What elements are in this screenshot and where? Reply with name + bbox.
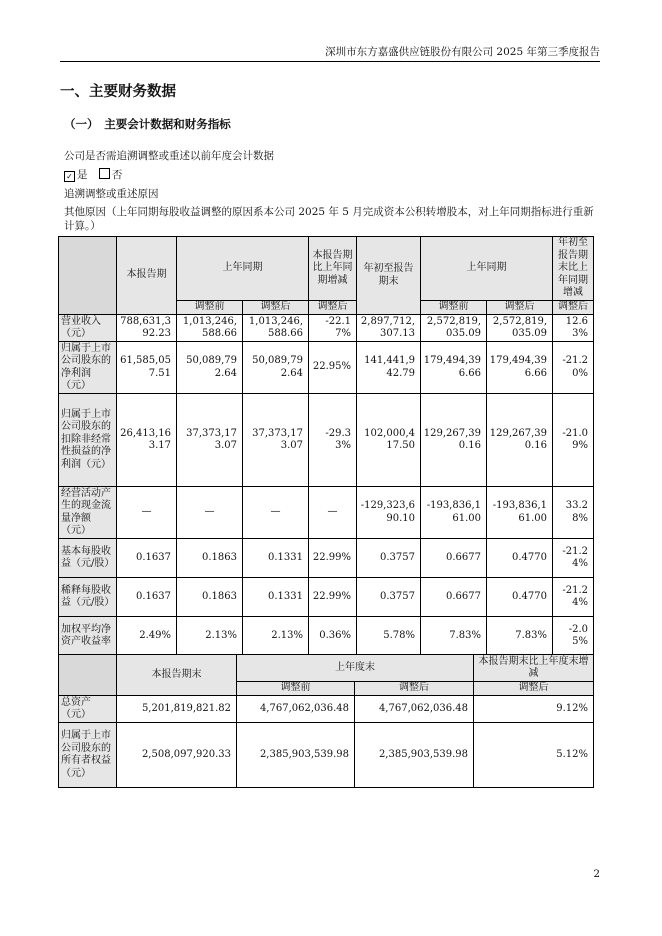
- cell-prior-after: 37,373,173.07: [243, 394, 309, 487]
- col-ytd: 年初至报告期末: [357, 237, 421, 315]
- table-row: [59, 617, 594, 656]
- cell-before: 2,385,903,539.98: [237, 723, 355, 788]
- cell-change: 22.99%: [309, 578, 357, 617]
- cell-prior-before: 37,373,173.07: [177, 394, 243, 487]
- col-prior-same-period-ytd: 上年同期: [421, 237, 553, 301]
- cell-current: —: [117, 487, 177, 539]
- cell-ytd-change: -21.24%: [553, 578, 594, 617]
- corner-cell: [59, 237, 117, 315]
- cell-ytd-change: 12.63%: [553, 315, 594, 342]
- cell-current: 0.1637: [117, 578, 177, 617]
- table-row: [59, 487, 594, 539]
- col-ytd-change: 年初至报告期末比上年同期增减: [553, 237, 594, 301]
- cell-prior-after: —: [243, 487, 309, 539]
- cell-ytd-before: 179,494,396.66: [421, 342, 487, 394]
- row-label: 归属于上市公司股东的所有者权益（元）: [59, 723, 117, 788]
- cell-ytd-before: 129,267,390.16: [421, 394, 487, 487]
- restatement-question: 公司是否需追溯调整或重述以前年度会计数据: [64, 150, 274, 162]
- cell-ytd-change: -21.24%: [553, 539, 594, 578]
- cell-change: -22.17%: [309, 315, 357, 342]
- cell-ytd-before: 0.6677: [421, 578, 487, 617]
- cell-current: 26,413,163.17: [117, 394, 177, 487]
- col-before-adj: 调整前: [177, 301, 243, 315]
- row-label: 归属于上市公司股东的净利润（元）: [59, 342, 117, 394]
- row-label: 营业收入（元）: [59, 315, 117, 342]
- col-yoy-change: 本报告期比上年同期增减: [309, 237, 357, 301]
- table-row: [59, 539, 594, 578]
- table-row: [59, 394, 594, 487]
- cell-change: —: [309, 487, 357, 539]
- cell-ytd-after: 129,267,390.16: [487, 394, 553, 487]
- cell-prior-after: 50,089,792.64: [243, 342, 309, 394]
- subsection-title: （一） 主要会计数据和财务指标: [64, 117, 231, 131]
- cell-current: 61,585,057.51: [117, 342, 177, 394]
- corner-cell: [59, 655, 117, 696]
- table-row: [59, 578, 594, 617]
- cell-ytd: 141,441,942.79: [357, 342, 421, 394]
- cell-ytd-after: -193,836,161.00: [487, 487, 553, 539]
- cell-ytd-before: 0.6677: [421, 539, 487, 578]
- cell-ytd: 0.3757: [357, 578, 421, 617]
- col-before-adj: 调整前: [237, 682, 355, 696]
- other-reason: 其他原因（上年同期每股收益调整的原因系本公司 2025 年 5 月完成资本公积转增股本，对上年同期指标进行重新计算。）: [64, 206, 594, 232]
- cell-ytd-before: -193,836,161.00: [421, 487, 487, 539]
- page-number: 2: [593, 868, 600, 880]
- cell-ytd-change: -21.09%: [553, 394, 594, 487]
- cell-period-end: 2,508,097,920.33: [117, 723, 237, 788]
- col-after-adj-ytd-change: 调整后: [553, 301, 594, 315]
- cell-period-end: 5,201,819,821.82: [117, 696, 237, 723]
- col-period-end: 本报告期末: [117, 655, 237, 696]
- cell-ytd-after: 7.83%: [487, 617, 553, 656]
- cell-prior-after: 0.1331: [243, 539, 309, 578]
- table-row: [59, 696, 594, 723]
- yes-label: 是: [77, 169, 88, 181]
- row-label: 稀释每股收益（元/股）: [59, 578, 117, 617]
- cell-change: 5.12%: [474, 723, 594, 788]
- cell-prior-before: 2.13%: [177, 617, 243, 656]
- cell-current: 0.1637: [117, 539, 177, 578]
- cell-current: 788,631,392.23: [117, 315, 177, 342]
- col-after-adj-change: 调整后: [474, 682, 594, 696]
- header-rule: [60, 61, 600, 62]
- cell-ytd-change: -2.05%: [553, 617, 594, 656]
- cell-prior-before: —: [177, 487, 243, 539]
- cell-ytd-after: 2,572,819,035.09: [487, 315, 553, 342]
- col-before-adj-ytd: 调整前: [421, 301, 487, 315]
- cell-current: 2.49%: [117, 617, 177, 656]
- cell-prior-before: 0.1863: [177, 578, 243, 617]
- cell-prior-after: 2.13%: [243, 617, 309, 656]
- col-prior-year-end: 上年度末: [237, 655, 474, 682]
- cell-ytd-after: 179,494,396.66: [487, 342, 553, 394]
- cell-prior-after: 1,013,246,588.66: [243, 315, 309, 342]
- table-row: [59, 723, 594, 788]
- cell-ytd-after: 0.4770: [487, 539, 553, 578]
- table-row: [59, 315, 594, 342]
- col-change: 本报告期末比上年度末增减: [474, 655, 594, 682]
- cell-prior-after: 0.1331: [243, 578, 309, 617]
- cell-before: 4,767,062,036.48: [237, 696, 355, 723]
- row-label: 加权平均净资产收益率: [59, 617, 117, 656]
- row-label: 归属于上市公司股东的扣除非经常性损益的净利润（元）: [59, 394, 117, 487]
- cell-change: 0.36%: [309, 617, 357, 656]
- row-label: 经营活动产生的现金流量净额（元）: [59, 487, 117, 539]
- restatement-answer: [64, 167, 122, 182]
- cell-ytd: 2,897,712,307.13: [357, 315, 421, 342]
- col-after-adj-change: 调整后: [309, 301, 357, 315]
- cell-ytd: 0.3757: [357, 539, 421, 578]
- cell-prior-before: 1,013,246,588.66: [177, 315, 243, 342]
- reason-label: 追溯调整或重述原因: [64, 188, 159, 200]
- cell-prior-before: 0.1863: [177, 539, 243, 578]
- balance-data-table: [58, 654, 594, 788]
- cell-ytd: -129,323,690.10: [357, 487, 421, 539]
- cell-change: 9.12%: [474, 696, 594, 723]
- financial-data-table: [58, 236, 594, 656]
- section-title: 一、主要财务数据: [60, 83, 176, 100]
- checkbox-checked-icon: ✓: [64, 171, 75, 182]
- col-prior-same-period: 上年同期: [177, 237, 309, 301]
- table-row: [59, 342, 594, 394]
- page-header: 深圳市东方嘉盛供应链股份有限公司 2025 年第三季度报告: [325, 46, 600, 58]
- cell-change: 22.95%: [309, 342, 357, 394]
- cell-ytd: 5.78%: [357, 617, 421, 656]
- no-label: 否: [111, 169, 123, 181]
- cell-ytd-after: 0.4770: [487, 578, 553, 617]
- cell-change: -29.33%: [309, 394, 357, 487]
- cell-after: 2,385,903,539.98: [355, 723, 474, 788]
- cell-ytd: 102,000,417.50: [357, 394, 421, 487]
- row-label: 基本每股收益（元/股）: [59, 539, 117, 578]
- col-after-adj: 调整后: [355, 682, 474, 696]
- cell-change: 22.99%: [309, 539, 357, 578]
- cell-ytd-before: 2,572,819,035.09: [421, 315, 487, 342]
- cell-prior-before: 50,089,792.64: [177, 342, 243, 394]
- cell-after: 4,767,062,036.48: [355, 696, 474, 723]
- col-after-adj: 调整后: [243, 301, 309, 315]
- col-after-adj-ytd: 调整后: [487, 301, 553, 315]
- cell-ytd-before: 7.83%: [421, 617, 487, 656]
- col-current-period: 本报告期: [117, 237, 177, 315]
- checkbox-unchecked-icon: [99, 168, 110, 179]
- cell-ytd-change: 33.28%: [553, 487, 594, 539]
- row-label: 总资产（元）: [59, 696, 117, 723]
- cell-ytd-change: -21.20%: [553, 342, 594, 394]
